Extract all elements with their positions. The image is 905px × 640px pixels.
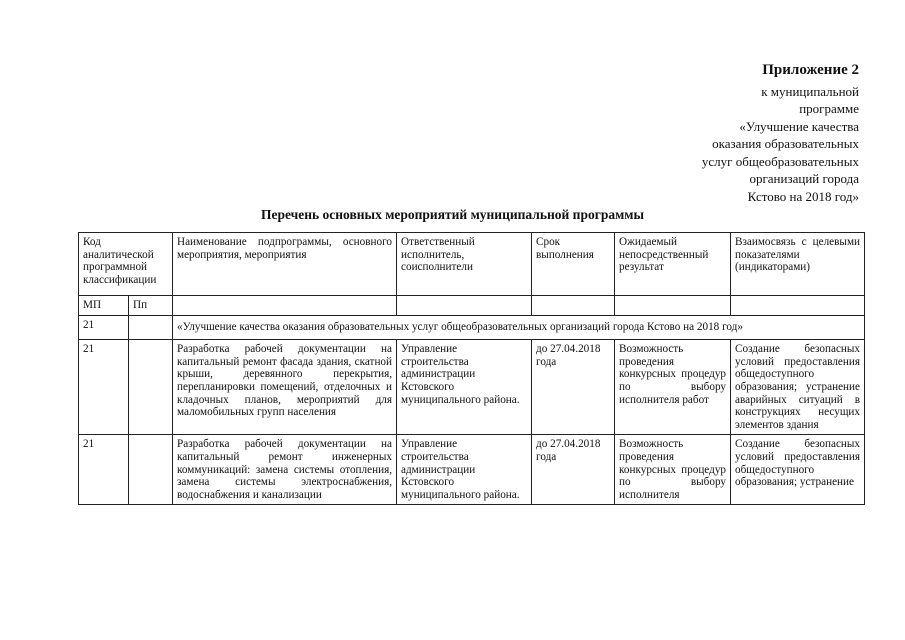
program-code: 21: [79, 315, 129, 340]
row-responsible: Управление строительства администрации Кстовского муниципального района.: [397, 435, 532, 505]
row-deadline: до 27.04.2018 года: [532, 340, 615, 435]
measures-table: [78, 232, 865, 505]
appendix-line: оказания образовательных: [712, 136, 859, 151]
program-pp: [129, 315, 173, 340]
header-result: Ожидаемый непосредственный результат: [615, 233, 731, 296]
subheader-empty: [731, 296, 865, 316]
row-relation: Создание безопасных условий предоставления общедоступного образования; устранение аварийных ситуаций в конструкциях несущих элементов здания: [731, 340, 865, 435]
program-title: «Улучшение качества оказания образовательных услуг общеобразовательных организаций города Кстово на 2018 год»: [173, 315, 865, 340]
row-result: Возможность проведения конкурсных процедур по выбору исполнителя: [615, 435, 731, 505]
document-title: Перечень основных мероприятий муниципальной программы: [260, 207, 645, 222]
table-row: [79, 340, 865, 435]
row-pp: [129, 340, 173, 435]
row-responsible: Управление строительства администрации Кстовского муниципального района.: [397, 340, 532, 435]
subheader-empty: [173, 296, 397, 316]
table-subheader-row: [79, 296, 865, 316]
header-relation: Взаимосвязь с целевыми показателями (индикаторами): [731, 233, 865, 296]
header-name: Наименование подпрограммы, основного мероприятия, мероприятия: [173, 233, 397, 296]
row-name: Разработка рабочей документации на капитальный ремонт фасада здания, скатной крыши, деревянного перекрытия, перепланировки помещений, отделочных и кладочных планов, мероприятий для маломобильных групп населения: [173, 340, 397, 435]
appendix-line: организаций города: [749, 171, 859, 186]
subheader-pp: Пп: [129, 296, 173, 316]
row-deadline: до 27.04.2018 года: [532, 435, 615, 505]
subheader-mp: МП: [79, 296, 129, 316]
row-relation: Создание безопасных условий предоставления общедоступного образования; устранение: [731, 435, 865, 505]
appendix-line: Кстово на 2018 год»: [747, 188, 859, 204]
row-result: Возможность проведения конкурсных процедур по выбору исполнителя работ: [615, 340, 731, 435]
program-row: [79, 315, 865, 340]
appendix-block: [619, 62, 859, 205]
header-deadline: Срок выполнения: [532, 233, 615, 296]
row-name: Разработка рабочей документации на капитальный ремонт инженерных коммуникаций: замена системы отопления, замена системы электроснабжения, водоснабжения и канализации: [173, 435, 397, 505]
table-header-row: [79, 233, 865, 296]
subheader-empty: [532, 296, 615, 316]
header-code: Код аналитической программной классификации: [79, 233, 173, 296]
appendix-line: «Улучшение качества: [739, 118, 859, 134]
subheader-empty: [397, 296, 532, 316]
appendix-line: к муниципальной: [761, 83, 859, 99]
header-responsible: Ответственный исполнитель, соисполнители: [397, 233, 532, 296]
appendix-line: программе: [799, 101, 859, 116]
table-row: [79, 435, 865, 505]
row-mp: 21: [79, 340, 129, 435]
row-pp: [129, 435, 173, 505]
appendix-line: услуг общеобразовательных: [701, 153, 859, 169]
row-mp: 21: [79, 435, 129, 505]
appendix-title: Приложение 2: [762, 62, 859, 78]
subheader-empty: [615, 296, 731, 316]
